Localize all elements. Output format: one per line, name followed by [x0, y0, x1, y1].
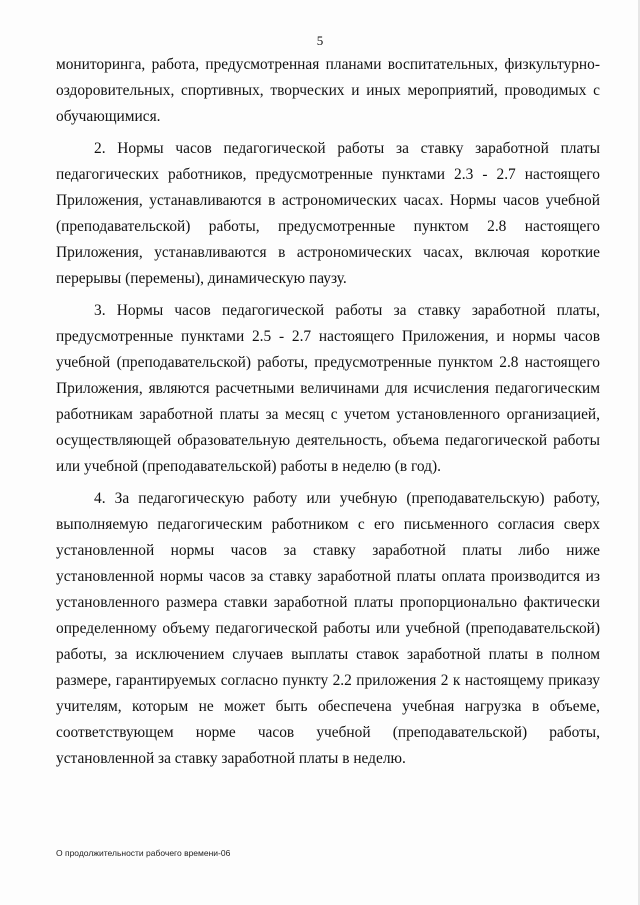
paragraph-item-3: 3. Нормы часов педагогической работы за ставку заработной платы, предусмотренные пунктами 2.5 - 2.7 настоящего Приложения, и нормы часов учебной (преподавательской) работы, предусмотренные пунктом 2.8 настоящего Приложения, являются расчетными величинами для исчисления педагогическим работникам заработной платы за месяц с учетом установленного организацией, осуществляющей образовательную деятельность, объема педагогической работы или учебной (преподавательской) работы в неделю (в год).	[56, 302, 600, 475]
paragraph-item-2: 2. Нормы часов педагогической работы за ставку заработной платы педагогических работников, предусмотренные пунктами 2.3 - 2.7 настоящего Приложения, устанавливаются в астрономических часах. Нормы часов учебной (преподавательской) работы, предусмотренные пунктом 2.8 настоящего Приложения, устанавливаются в астрономических часах, включая короткие перерывы (перемены), динамическую паузу.	[56, 140, 600, 287]
document-body	[56, 52, 600, 772]
paragraph-item-4: 4. За педагогическую работу или учебную (преподавательскую) работу, выполняемую педагогическим работником с его письменного согласия сверх установленной нормы часов за ставку заработной платы либо ниже установленной нормы часов за ставку заработной платы оплата производится из установленного размера ставки заработной платы пропорционально фактически определенному объему педагогической работы или учебной (преподавательской) работы, за исключением случаев выплаты ставок заработной платы в полном размере, гарантируемых согласно пункту 2.2 приложения 2 к настоящему приказу учителям, которым не может быть обеспечена учебная нагрузка в объеме, соответствующем норме часов учебной (преподавательской) работы, установленной за ставку заработной платы в неделю.	[56, 490, 600, 767]
paragraph-continuation: мониторинга, работа, предусмотренная планами воспитательных, физкультурно-оздоровительных, спортивных, творческих и иных мероприятий, проводимых с обучающимися.	[56, 56, 600, 125]
footer-note: О продолжительности рабочего времени-06	[56, 848, 231, 858]
page-number: 5	[316, 33, 324, 48]
